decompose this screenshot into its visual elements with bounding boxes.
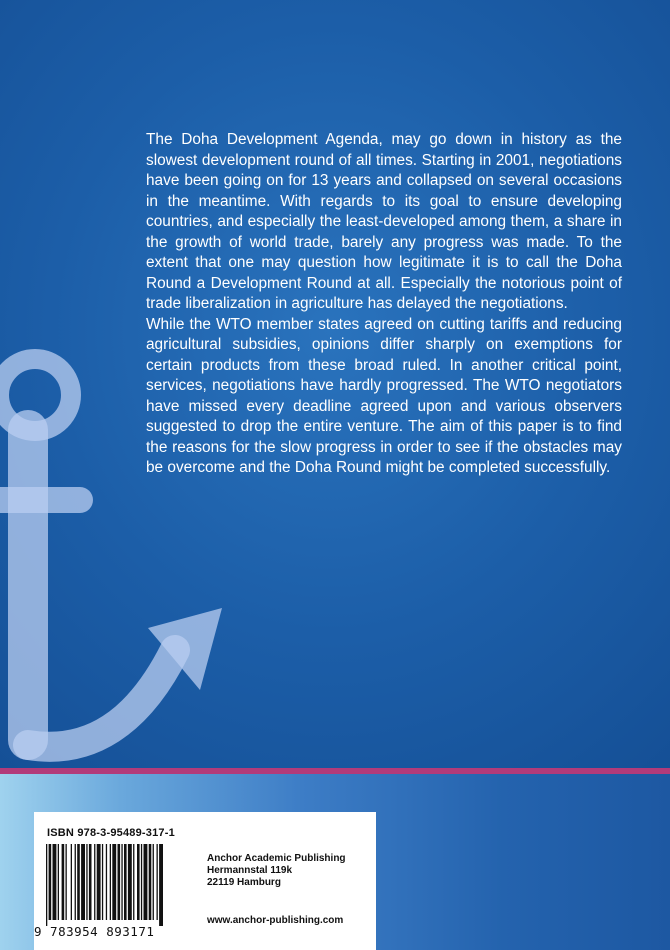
back-cover-blurb [146, 130, 622, 479]
publisher-street: Hermannstal 119k [207, 865, 293, 876]
barcode-digits: 9 783954 893171 [34, 924, 155, 939]
barcode-image [46, 844, 200, 926]
blurb-paragraph-1: The Doha Development Agenda, may go down in history as the slowest development round of all times. Starting in 2001, negotiations have been going on for 13 years and collapsed on several occasions in the meantime. With regards to its goal to ensure developing countries, and especially the least-developed among them, a share in the growth of world trade, barely any progress was made. To the extent that one may question how legitimate it is to call the Doha Round a Development Round at all. Especially the notorious point of trade liberalization in agriculture has delayed the negotiations. [146, 131, 622, 312]
publisher-city: 22119 Hamburg [207, 877, 281, 888]
isbn-text: ISBN 978-3-95489-317-1 [47, 827, 175, 839]
publisher-address [207, 853, 346, 889]
publisher-name: Anchor Academic Publishing [207, 853, 346, 864]
publisher-website: www.anchor-publishing.com [207, 915, 344, 926]
blurb-paragraph-2: While the WTO member states agreed on cutting tariffs and reducing agricultural subsidies, opinions differ sharply on exemptions for certain products from these broad ruled. In another critical point, services, negotiations have hardly progressed. The WTO negotiators have missed every deadline agreed upon and various observers suggested to drop the entire venture. The aim of this paper is to find the reasons for the slow progress in order to see if the obstacles may be overcome and the Doha Round might be completed successfully. [146, 315, 622, 476]
